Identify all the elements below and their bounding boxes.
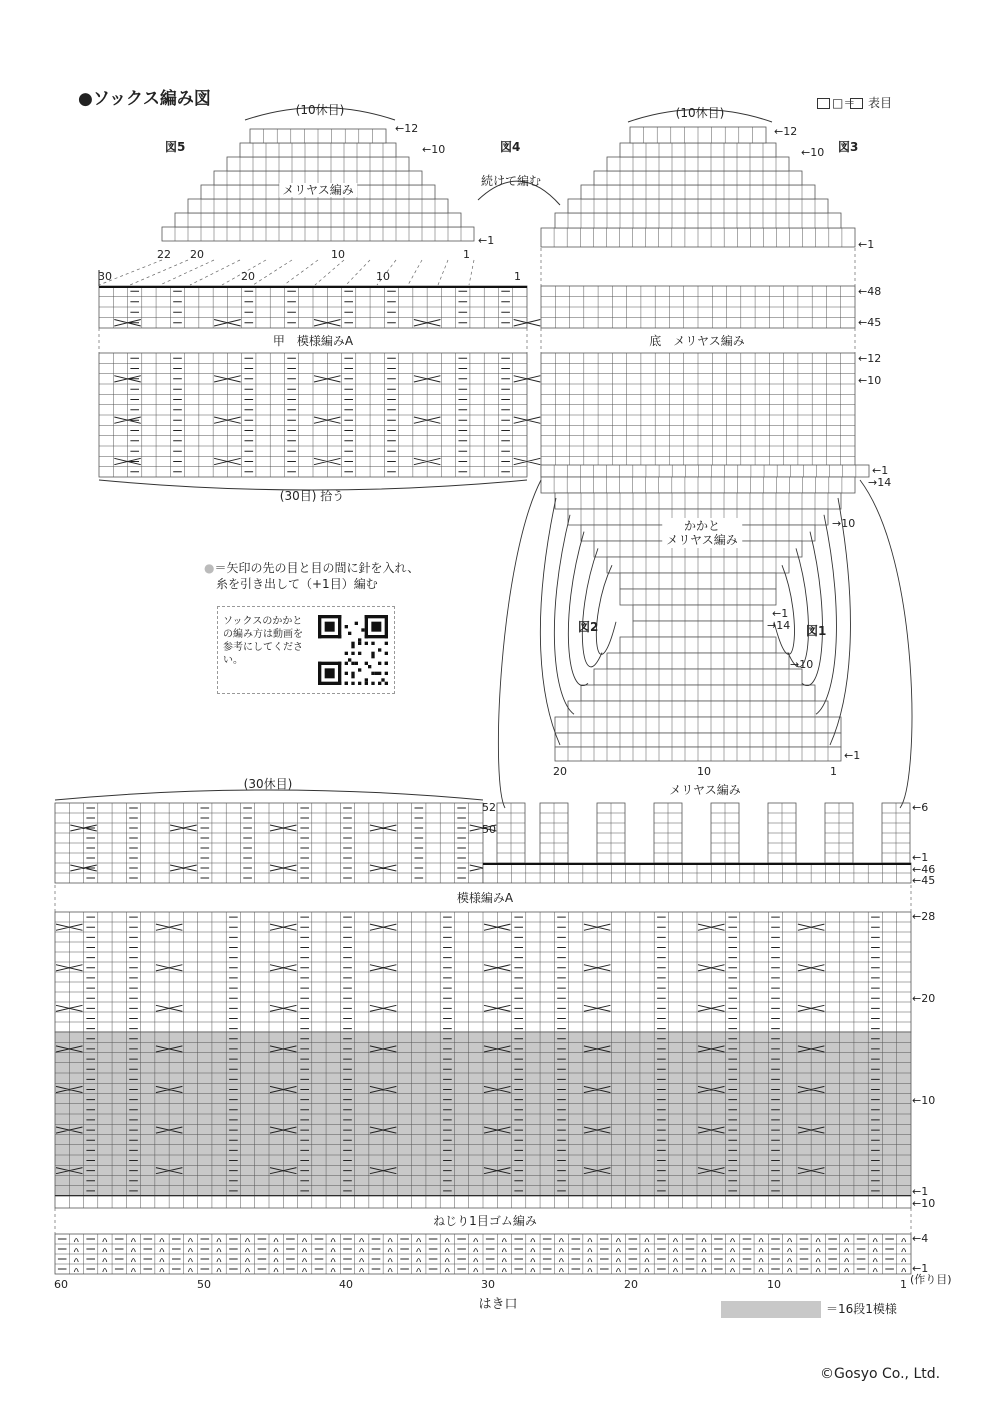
heel-row-10b: →10: [790, 658, 814, 671]
heel-number-1: 1: [830, 765, 837, 778]
toe-right-row-0: [541, 228, 855, 247]
cuff-label: はき口: [478, 1297, 518, 1312]
leg-row-10: ←10: [912, 1094, 936, 1107]
heel-label: かかと メリヤス編み: [662, 518, 742, 548]
copyright: ©Gosyo Co., Ltd.: [820, 1366, 941, 1382]
sole-row-10: ←10: [858, 374, 882, 387]
axis-30: 30: [481, 1278, 495, 1291]
toe-left-row-1: [175, 213, 461, 227]
shade-legend-label: ＝16段1模様: [826, 1302, 897, 1316]
axis-10: 10: [767, 1278, 781, 1291]
continue-label: 続けて編む: [480, 174, 542, 188]
rib-row-1: ←1: [912, 1262, 929, 1275]
instep-top-grid: [99, 286, 527, 328]
heel-row-10a: →10: [832, 517, 856, 530]
rib-row-4: ←4: [912, 1232, 929, 1245]
leg-strip-7: [882, 803, 910, 863]
leg-strip-3: [654, 803, 682, 863]
toe-right-row-2: [568, 199, 828, 213]
rest-10-left: (10休目): [295, 103, 345, 117]
heel-row-7: [620, 573, 776, 589]
sole-label: 底 メリヤス編み: [645, 334, 749, 348]
toe-left-row-6: [240, 143, 396, 157]
leg-upper-left-grid: [55, 803, 483, 883]
heel-row-14: [581, 685, 815, 701]
axis-20: 20: [624, 1278, 638, 1291]
count-10: 10: [376, 270, 390, 283]
inner-row-52: 52: [482, 801, 496, 814]
toe-left-row-2: [188, 199, 448, 213]
heel-row-13: [594, 669, 802, 685]
qr-code-icon[interactable]: [318, 615, 388, 685]
rest30-arc: [55, 790, 483, 800]
leg-row-6: ←6: [912, 801, 929, 814]
leg-row-46: ←46: [912, 863, 936, 876]
toe-left-row-1: ←1: [478, 234, 495, 247]
heel-row-9: [633, 605, 763, 621]
instep-bottom-grid: [99, 353, 527, 477]
toe-right-row-7: [630, 127, 766, 143]
heel-row-18: [555, 747, 841, 761]
knit-symbol-icon-alt: [850, 98, 863, 109]
leg-strip-6: [825, 803, 853, 863]
toe-right-row-10: ←10: [801, 146, 825, 159]
heel-row-8: [620, 589, 776, 605]
qr-card[interactable]: [217, 606, 395, 694]
axis-40: 40: [339, 1278, 353, 1291]
heel-row-12: [607, 653, 789, 669]
toe-left-row-5: [227, 157, 409, 171]
leg-strip-1: [540, 803, 568, 863]
knit-symbol-icon: [817, 98, 830, 109]
sole-row-48: ←48: [858, 285, 882, 298]
toe-number-1: 1: [463, 248, 470, 261]
toe-left-row-12: ←12: [395, 122, 419, 135]
heel-row-1b: ←1: [772, 607, 789, 620]
count-1: 1: [514, 270, 521, 283]
legend-label: 表目: [868, 96, 893, 110]
heel-row-2: [555, 493, 841, 509]
increase-note-line2: 糸を引き出して（+1目）編む: [216, 577, 378, 591]
shade-legend-swatch: [721, 1301, 821, 1318]
pattern-a-label: 模様編みA: [453, 891, 517, 905]
cast-on-label: (作り目): [910, 1273, 952, 1286]
mid-stitch-label: メリヤス編み: [669, 783, 741, 797]
rib-row-10: ←10: [912, 1197, 936, 1210]
toe-number-10: 10: [331, 248, 345, 261]
leg-row-28: ←28: [912, 910, 936, 923]
toe-stitch-label: メリヤス編み: [279, 183, 357, 197]
rib-label: ねじり1目ゴム編み: [429, 1214, 541, 1228]
heel-number-20: 20: [553, 765, 567, 778]
figure-label-1: 図1: [806, 624, 827, 638]
toe-number-22: 22: [157, 248, 171, 261]
leg-strip-2: [597, 803, 625, 863]
leg-row-1b: ←1: [912, 1185, 929, 1198]
heel-row-1c: ←1: [844, 749, 861, 762]
heel-row-14a: →14: [868, 476, 892, 489]
increase-dot-icon: ●: [204, 561, 215, 575]
heel-row-17: [555, 733, 841, 747]
toe-right-row-5: [607, 157, 789, 171]
heel-row-1a: ←1: [872, 464, 889, 477]
leg-row-45: ←45: [912, 874, 936, 887]
pattern-a-final-row: [55, 1196, 911, 1208]
axis-50: 50: [197, 1278, 211, 1291]
toe-left-row-0: [162, 227, 474, 241]
toe-right-row-6: [620, 143, 776, 157]
heel-row-10: [633, 621, 763, 637]
toe-right-row-1: [555, 213, 841, 228]
sole-row-12: ←12: [858, 352, 882, 365]
leg-strip-0: [497, 803, 525, 863]
page-title: ●ソックス編み図: [78, 89, 211, 109]
heel-row-1: [541, 477, 855, 493]
toe-left-row-10: ←10: [422, 143, 446, 156]
leg-strip-5: [768, 803, 796, 863]
qr-text: ソックスのかかとの編み方は動画を参考にしてください。: [223, 616, 303, 666]
heel-row-11: [620, 637, 776, 653]
rest-10-right: (10休目): [675, 106, 725, 120]
leg-upper-right-base: [483, 863, 911, 883]
instep-label: 甲 模様編みA: [269, 334, 357, 348]
sole-row-45: ←45: [858, 316, 882, 329]
heel-row-6: [607, 557, 789, 573]
toe-right-row-1: ←1: [858, 238, 875, 251]
figure-label-4: 図4: [500, 140, 521, 154]
toe-right-row-4: [594, 171, 802, 185]
inner-row-50: 50: [482, 823, 496, 836]
leg-strip-4: [711, 803, 739, 863]
figure-label-5: 図5: [165, 140, 186, 154]
rib-grid: [55, 1234, 911, 1274]
axis-1: 1: [900, 1278, 907, 1291]
toe-number-20: 20: [190, 248, 204, 261]
pattern-a-upper-grid: [55, 912, 911, 1032]
heel-row-0: [541, 465, 869, 477]
figure-label-3: 図3: [838, 140, 859, 154]
count-20: 20: [241, 270, 255, 283]
pickup-label: (30目) 拾う: [279, 489, 345, 503]
sole-bottom-grid: [541, 353, 855, 477]
heel-number-10: 10: [697, 765, 711, 778]
leg-row-1: ←1: [912, 851, 929, 864]
axis-60: 60: [54, 1278, 68, 1291]
heel-row-15: [568, 701, 828, 717]
rest-30-label: (30休目): [243, 777, 293, 791]
count-30: 30: [98, 270, 112, 283]
figure-label-2: 図2: [578, 620, 599, 634]
toe-right-row-12: ←12: [774, 125, 798, 138]
toe-right-row-3: [581, 185, 815, 199]
heel-row-16: [555, 717, 841, 733]
leg-row-20: ←20: [912, 992, 936, 1005]
fan-guide-lines: [99, 260, 474, 285]
heel-row-14b: →14: [767, 619, 791, 632]
legend-eq: □＝: [832, 96, 856, 110]
pattern-a-shaded-grid: [55, 1032, 911, 1196]
sole-top-grid: [541, 286, 855, 328]
increase-note-line1: ＝矢印の先の目と目の間に針を入れ、: [214, 561, 420, 575]
increase-note: [204, 560, 419, 592]
toe-left-row-7: [250, 129, 386, 143]
